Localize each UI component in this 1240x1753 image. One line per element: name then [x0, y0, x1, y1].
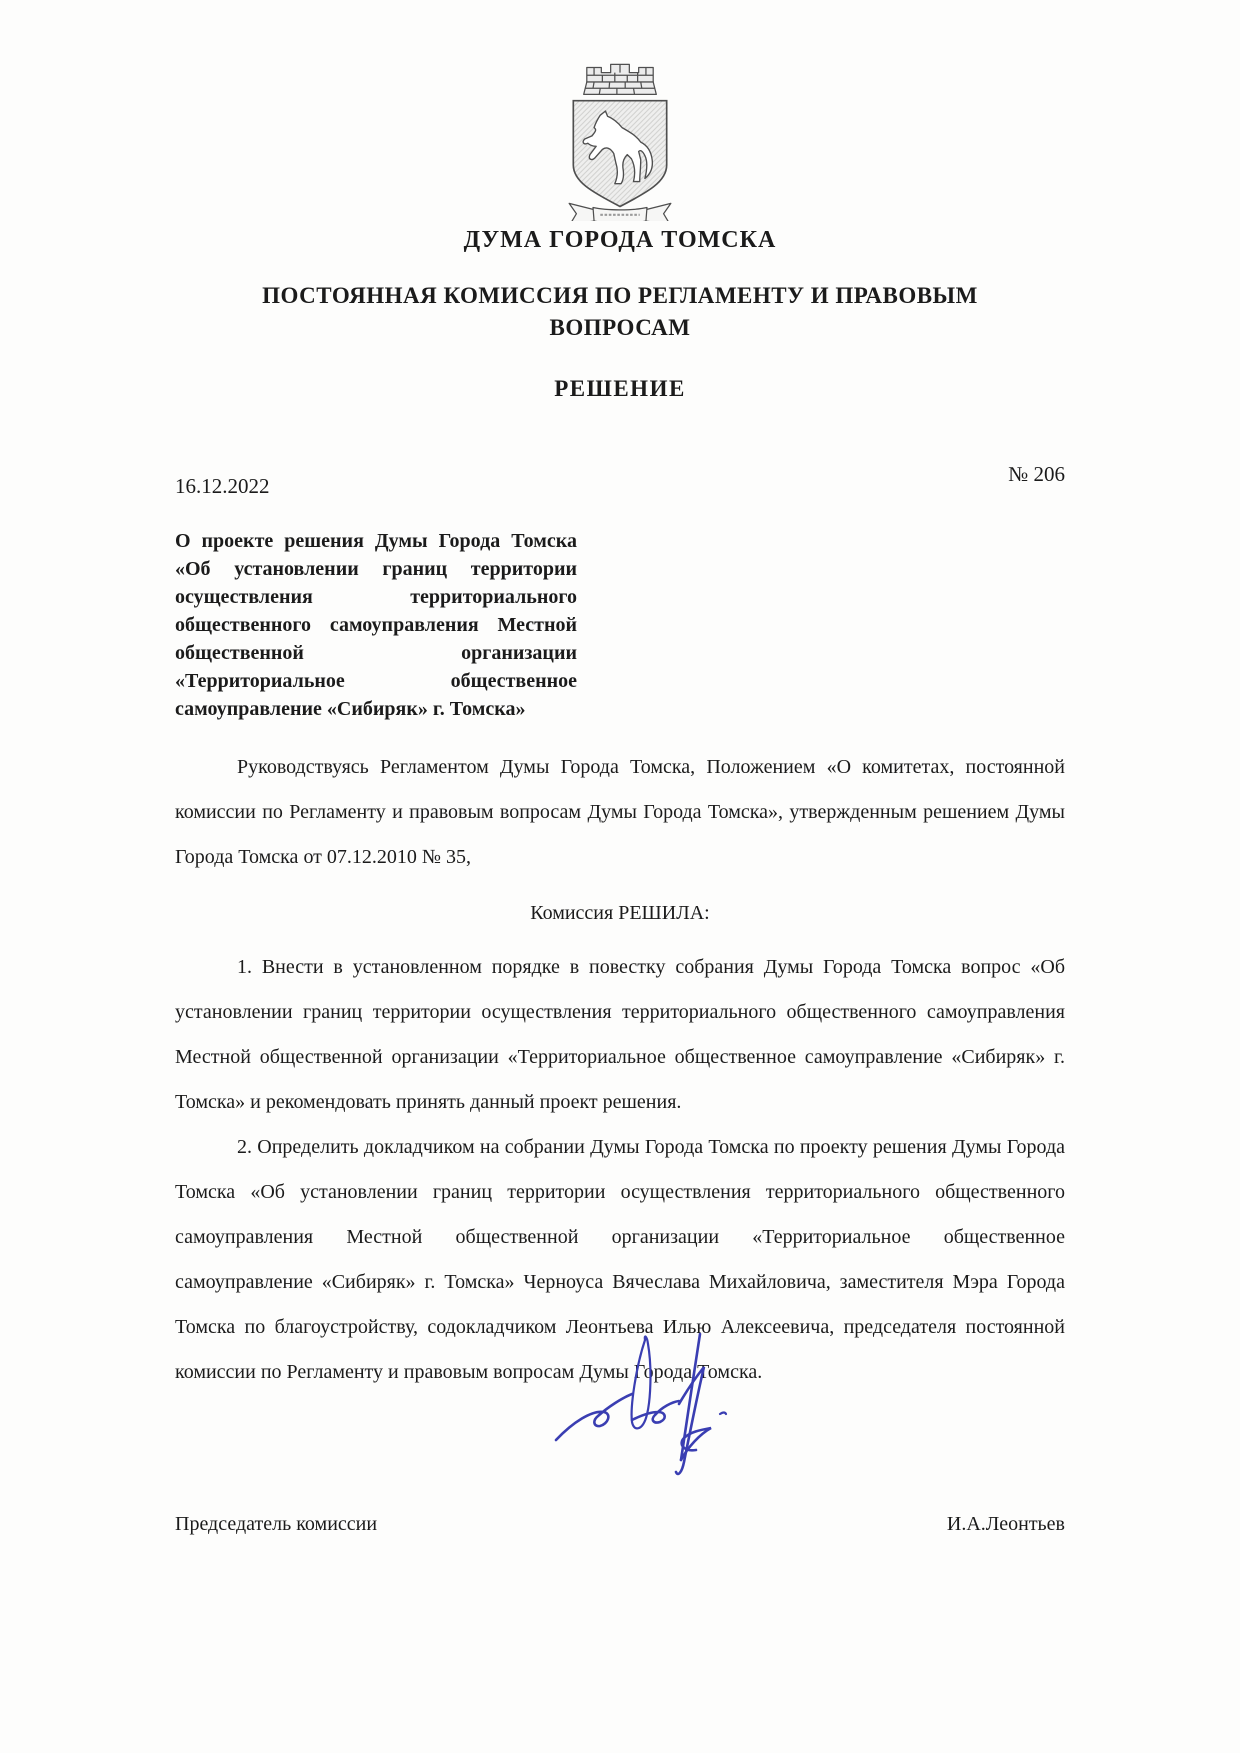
signer-name: И.А.Леонтьев — [946, 1513, 1065, 1535]
doc-type-heading: РЕШЕНИЕ — [554, 376, 686, 401]
resolution-item: 1. Внести в установленном порядке в повестку собрания Думы Города Томска вопрос «Об установлении границ территории осуществления территориального общественного самоуправления Местной общественной организации «Территориальное общественное самоуправление «Сибиряк» г. Томска» и рекомендовать принять данный проект решения. — [175, 956, 1065, 1113]
tomsk-coat-of-arms-icon — [562, 55, 678, 221]
resolution-item: 2. Определить докладчиком на собрании Думы Города Томска по проекту решения Думы Города Томска «Об установлении границ территории осуществления территориального общественного самоуправления Местной общественной организации «Территориальное общественное самоуправление «Сибиряк» г. Томска» Черноуса Вячеслава Михайловича, заместителя Мэра Города Томска по благоустройству, содокладчиком Леонтьева Илью Алексеевича, председателя постоянной комиссии по Регламенту и правовым вопросам Думы Города Томска. — [175, 1136, 1065, 1383]
commission-title: ПОСТОЯННАЯ КОМИССИЯ ПО РЕГЛАМЕНТУ И ПРАВОВЫМ ВОПРОСАМ — [262, 283, 978, 340]
signer-position-label: Председатель комиссии — [175, 1513, 378, 1535]
preamble-paragraph: Руководствуясь Регламентом Думы Города Томска, Положением «О комитетах, постоянной комиссии по Регламенту и правовым вопросам Думы Города Томска», утвержденным решением Думы Города Томска от 07.12.2010 № 35, — [175, 756, 1065, 868]
org-title: ДУМА ГОРОДА ТОМСКА — [463, 227, 777, 253]
handwritten-signature — [548, 1322, 748, 1487]
doc-date: 16.12.2022 — [175, 474, 270, 498]
signature-row — [175, 1513, 1065, 1536]
date-number-row — [175, 462, 1065, 499]
resolution-heading: Комиссия РЕШИЛА: — [530, 902, 710, 924]
doc-number: № 206 — [1008, 462, 1065, 486]
emblem-container — [175, 55, 1065, 223]
crown-icon — [584, 64, 657, 94]
doc-subject: О проекте решения Думы Города Томска «Об установлении границ территории осуществления территориального общественного самоуправления Местной общественной организации «Территориальное общественное самоуправление «Сибиряк» г. Томска» — [175, 530, 577, 720]
